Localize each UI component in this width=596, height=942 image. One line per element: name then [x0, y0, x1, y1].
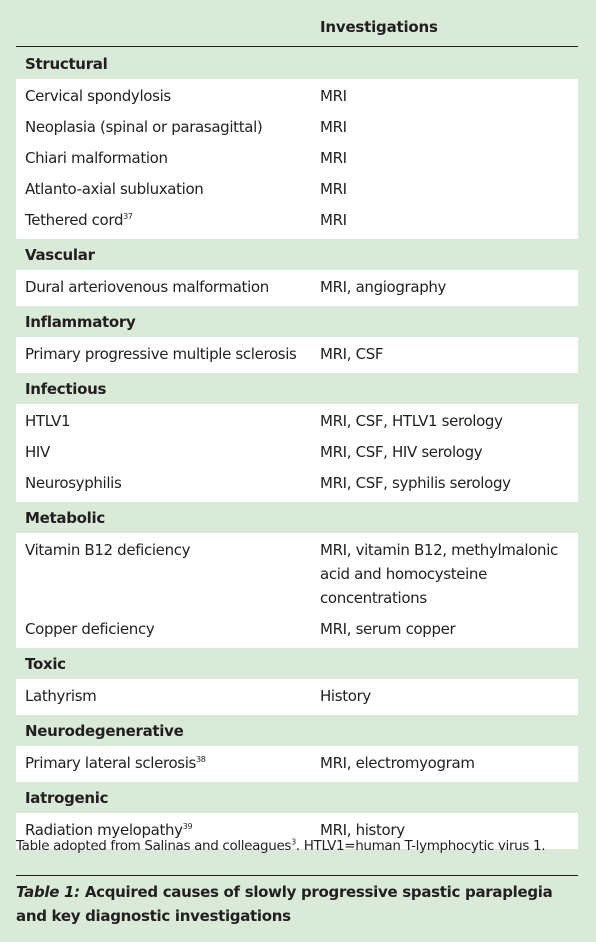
cause-text: Vitamin B12 deficiency: [25, 541, 191, 559]
cause-cell: [16, 275, 320, 299]
cause-cell: [16, 177, 320, 201]
cause-text: Dural arteriovenous malformation: [25, 278, 269, 296]
table-row: [16, 112, 578, 143]
table-row: [16, 174, 578, 205]
investigation-cell: MRI: [320, 87, 347, 105]
category-group: [16, 404, 578, 502]
table-header: [0, 0, 596, 46]
category-group: [16, 679, 578, 715]
cause-cell: [16, 409, 320, 433]
footnote-abbreviation: . HTLV1=human T-lymphocytic virus 1.: [295, 838, 546, 854]
cause-text: HIV: [25, 443, 50, 461]
cause-text: Radiation myelopathy: [25, 821, 183, 839]
reference-superscript: 38: [196, 755, 206, 764]
cause-cell: [16, 208, 320, 232]
category-heading: Metabolic: [25, 508, 105, 527]
investigation-cell: MRI, CSF: [320, 345, 384, 363]
cause-cell: [16, 471, 320, 495]
category-group: [16, 270, 578, 306]
investigation-cell: MRI: [320, 149, 347, 167]
table-row: [16, 272, 578, 303]
category-group: [16, 533, 578, 648]
category-heading: Infectious: [25, 379, 107, 398]
cause-cell: [16, 146, 320, 170]
investigation-cell: MRI, CSF, HTLV1 serology: [320, 412, 503, 430]
cause-text: Neoplasia (spinal or parasagittal): [25, 118, 263, 136]
cause-cell: [16, 684, 320, 708]
investigation-cell: MRI: [320, 211, 347, 229]
table-row: [16, 681, 578, 712]
table-row: [16, 143, 578, 174]
caption-rule: [16, 875, 578, 876]
cause-text: Primary lateral sclerosis: [25, 754, 197, 772]
investigation-cell: MRI, angiography: [320, 278, 447, 296]
caption-text: Acquired causes of slowly progressive spastic paraplegia and key diagnostic investigations: [16, 883, 553, 925]
investigation-cell: MRI, serum copper: [320, 620, 456, 638]
category-heading: Neurodegenerative: [25, 721, 184, 740]
category-heading: Structural: [25, 54, 108, 73]
investigation-cell: MRI, electromyogram: [320, 754, 475, 772]
investigation-cell: MRI, CSF, HIV serology: [320, 443, 483, 461]
cause-cell: [16, 84, 320, 108]
category-group: [16, 79, 578, 239]
cause-text: Lathyrism: [25, 687, 97, 705]
caption-label: Table 1:: [16, 883, 80, 901]
category-heading: Inflammatory: [25, 312, 136, 331]
table-row: [16, 437, 578, 468]
cause-cell: [16, 440, 320, 464]
cause-text: Copper deficiency: [25, 620, 155, 638]
reference-superscript: 37: [123, 212, 133, 221]
cause-cell: [16, 617, 320, 641]
header-rule: [16, 46, 578, 47]
cause-cell: [16, 342, 320, 366]
cause-cell: [16, 115, 320, 139]
category-heading: Iatrogenic: [25, 788, 109, 807]
causes-table: [16, 48, 578, 849]
cause-text: Primary progressive multiple sclerosis: [25, 345, 297, 363]
cause-text: Tethered cord: [25, 211, 124, 229]
cause-text: Cervical spondylosis: [25, 87, 171, 105]
cause-text: Atlanto-axial subluxation: [25, 180, 204, 198]
investigation-cell: MRI: [320, 118, 347, 136]
table-row: [16, 468, 578, 499]
table-row: [16, 535, 578, 614]
footnote-text: Table adopted from Salinas and colleagues: [16, 838, 292, 854]
investigation-cell: History: [320, 687, 371, 705]
category-group: [16, 746, 578, 782]
table-row: [16, 748, 578, 779]
cause-text: HTLV1: [25, 412, 71, 430]
category-heading: Toxic: [25, 654, 66, 673]
table-row: [16, 406, 578, 437]
table-row: [16, 205, 578, 236]
reference-superscript: 39: [182, 822, 193, 831]
cause-cell: [16, 538, 320, 610]
table-footnote: [16, 838, 586, 854]
category-heading: Vascular: [25, 245, 95, 264]
cause-cell: [16, 751, 320, 775]
investigations-column-header: Investigations: [320, 18, 438, 36]
table-row: [16, 339, 578, 370]
cause-text: Neurosyphilis: [25, 474, 122, 492]
investigation-cell: MRI, vitamin B12, methylmalonic acid and homocysteine concentrations: [320, 541, 558, 607]
table-row: [16, 614, 578, 645]
footnote-reference: 3: [291, 837, 296, 847]
table-row: [16, 81, 578, 112]
category-group: [16, 337, 578, 373]
investigation-cell: MRI, CSF, syphilis serology: [320, 474, 511, 492]
investigation-cell: MRI: [320, 180, 347, 198]
investigation-cell: MRI, history: [320, 821, 405, 839]
table-caption: [16, 880, 581, 928]
cause-text: Chiari malformation: [25, 149, 168, 167]
